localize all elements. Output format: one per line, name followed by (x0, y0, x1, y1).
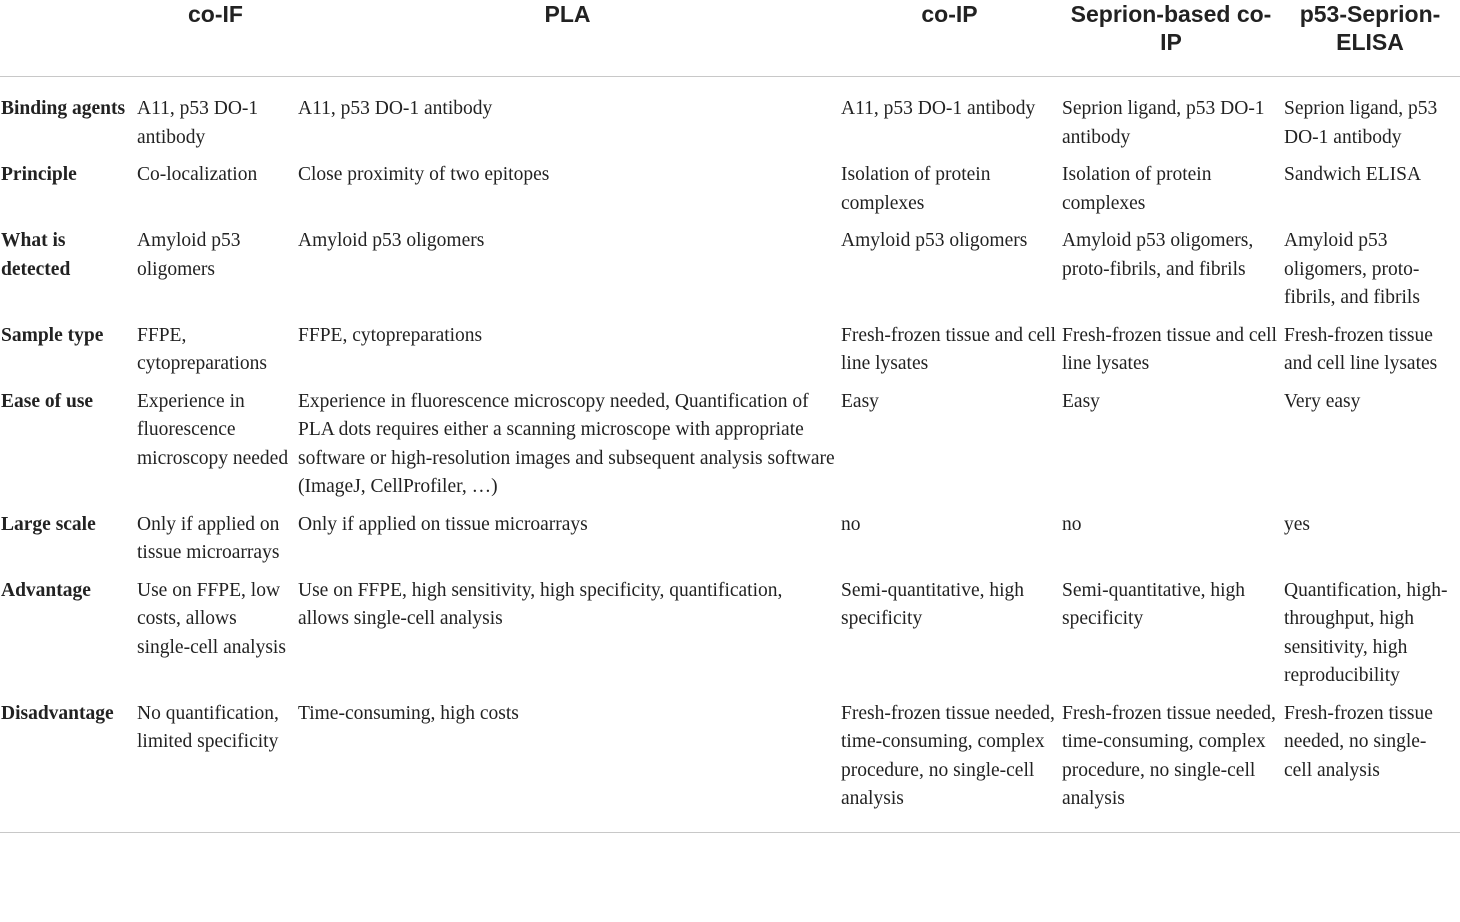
row-label-ease-of-use: Ease of use (1, 390, 94, 412)
table-cell: no (1062, 513, 1082, 535)
row-label-binding-agents: Binding agents (1, 98, 126, 119)
table-cell: Fresh-frozen tissue needed, time-consuming, complex procedure, no single-cell analysis (841, 700, 1062, 833)
table-cell: Time-consuming, high costs (298, 700, 841, 833)
table-cell: Quantification, high-throughput, high sensitivity, high reproducibility (1284, 579, 1448, 686)
table-cell: Easy (841, 390, 879, 412)
table-cell: A11, p53 DO-1 antibody (841, 98, 1036, 119)
table-cell: Only if applied on tissue microarrays (137, 513, 280, 563)
column-header-co-if: co-IF (137, 0, 298, 77)
row-label-large-scale: Large scale (1, 513, 96, 535)
table-cell: Fresh-frozen tissue needed, time-consuming, complex procedure, no single-cell analysis (1062, 700, 1284, 833)
table-cell: Semi-quantitative, high specificity (841, 579, 1025, 629)
table-cell: Fresh-frozen tissue and cell line lysates (1284, 324, 1438, 374)
table-cell: no (841, 513, 861, 535)
table-cell: Amyloid p53 oligomers (841, 230, 1028, 251)
column-header-seprion-co-ip: Seprion-based co-IP (1062, 0, 1284, 77)
table-cell: Very easy (1284, 390, 1361, 412)
table-cell: A11, p53 DO-1 antibody (298, 98, 493, 119)
header-row (0, 0, 1460, 77)
table-body (0, 77, 1460, 833)
table-row (0, 77, 1460, 162)
table-cell: Use on FFPE, low costs, allows single-cell analysis (137, 579, 286, 658)
table-cell: Isolation of protein complexes (841, 164, 991, 214)
table-row (0, 577, 1460, 700)
row-label-what-is-detected: What is detected (1, 230, 71, 280)
table-cell: Experience in fluorescence microscopy needed, Quantification of PLA dots requires either a scanning microscope with appropriate software or high-resolution images and subsequent analysis software (ImageJ, CellProfiler, …) (298, 390, 835, 497)
table-cell: Amyloid p53 oligomers, proto-fibrils, and fibrils (1062, 230, 1254, 280)
table-cell: Seprion ligand, p53 DO-1 antibody (1284, 98, 1438, 148)
column-header-pla: PLA (298, 0, 841, 77)
table-cell: Use on FFPE, high sensitivity, high specificity, quantification, allows single-cell analysis (298, 579, 783, 629)
table-cell: Semi-quantitative, high specificity (1062, 579, 1246, 629)
table-cell: Fresh-frozen tissue and cell line lysates (841, 324, 1056, 374)
table-row (0, 700, 1460, 833)
table-cell: Amyloid p53 oligomers (298, 230, 485, 251)
table-cell: Amyloid p53 oligomers (137, 230, 241, 280)
table-cell: Isolation of protein complexes (1062, 164, 1212, 214)
table-cell: Experience in fluorescence microscopy needed (137, 390, 289, 469)
table-cell: Amyloid p53 oligomers, proto-fibrils, and fibrils (1284, 230, 1420, 308)
table-cell: Seprion ligand, p53 DO-1 antibody (1062, 98, 1265, 148)
row-label-advantage: Advantage (1, 579, 91, 601)
table-header (0, 0, 1460, 77)
row-label-principle: Principle (1, 164, 77, 185)
table-cell: FFPE, cytopreparations (137, 324, 267, 374)
table-cell: Co-localization (137, 164, 258, 185)
table-cell: Sandwich ELISA (1284, 164, 1422, 185)
row-label-disadvantage: Disadvantage (0, 700, 137, 833)
table-cell: Only if applied on tissue microarrays (298, 513, 588, 535)
row-label-sample-type: Sample type (1, 324, 104, 346)
table-row (0, 161, 1460, 227)
table-cell: Fresh-frozen tissue needed, no single-cell analysis (1284, 700, 1460, 833)
table-row (0, 511, 1460, 577)
header-corner (0, 0, 137, 77)
table-cell: FFPE, cytopreparations (298, 324, 483, 346)
table-cell: Close proximity of two epitopes (298, 164, 550, 185)
table-cell: Easy (1062, 390, 1100, 412)
table-cell: yes (1284, 513, 1310, 535)
table-cell: Fresh-frozen tissue and cell line lysates (1062, 324, 1277, 374)
table-row (0, 227, 1460, 322)
column-header-co-ip: co-IP (841, 0, 1062, 77)
table-row (0, 388, 1460, 511)
table-cell: No quantification, limited specificity (137, 700, 298, 833)
table-row (0, 322, 1460, 388)
column-header-p53-seprion-elisa: p53-Seprion-ELISA (1284, 0, 1460, 77)
table-cell: A11, p53 DO-1 antibody (137, 98, 259, 148)
